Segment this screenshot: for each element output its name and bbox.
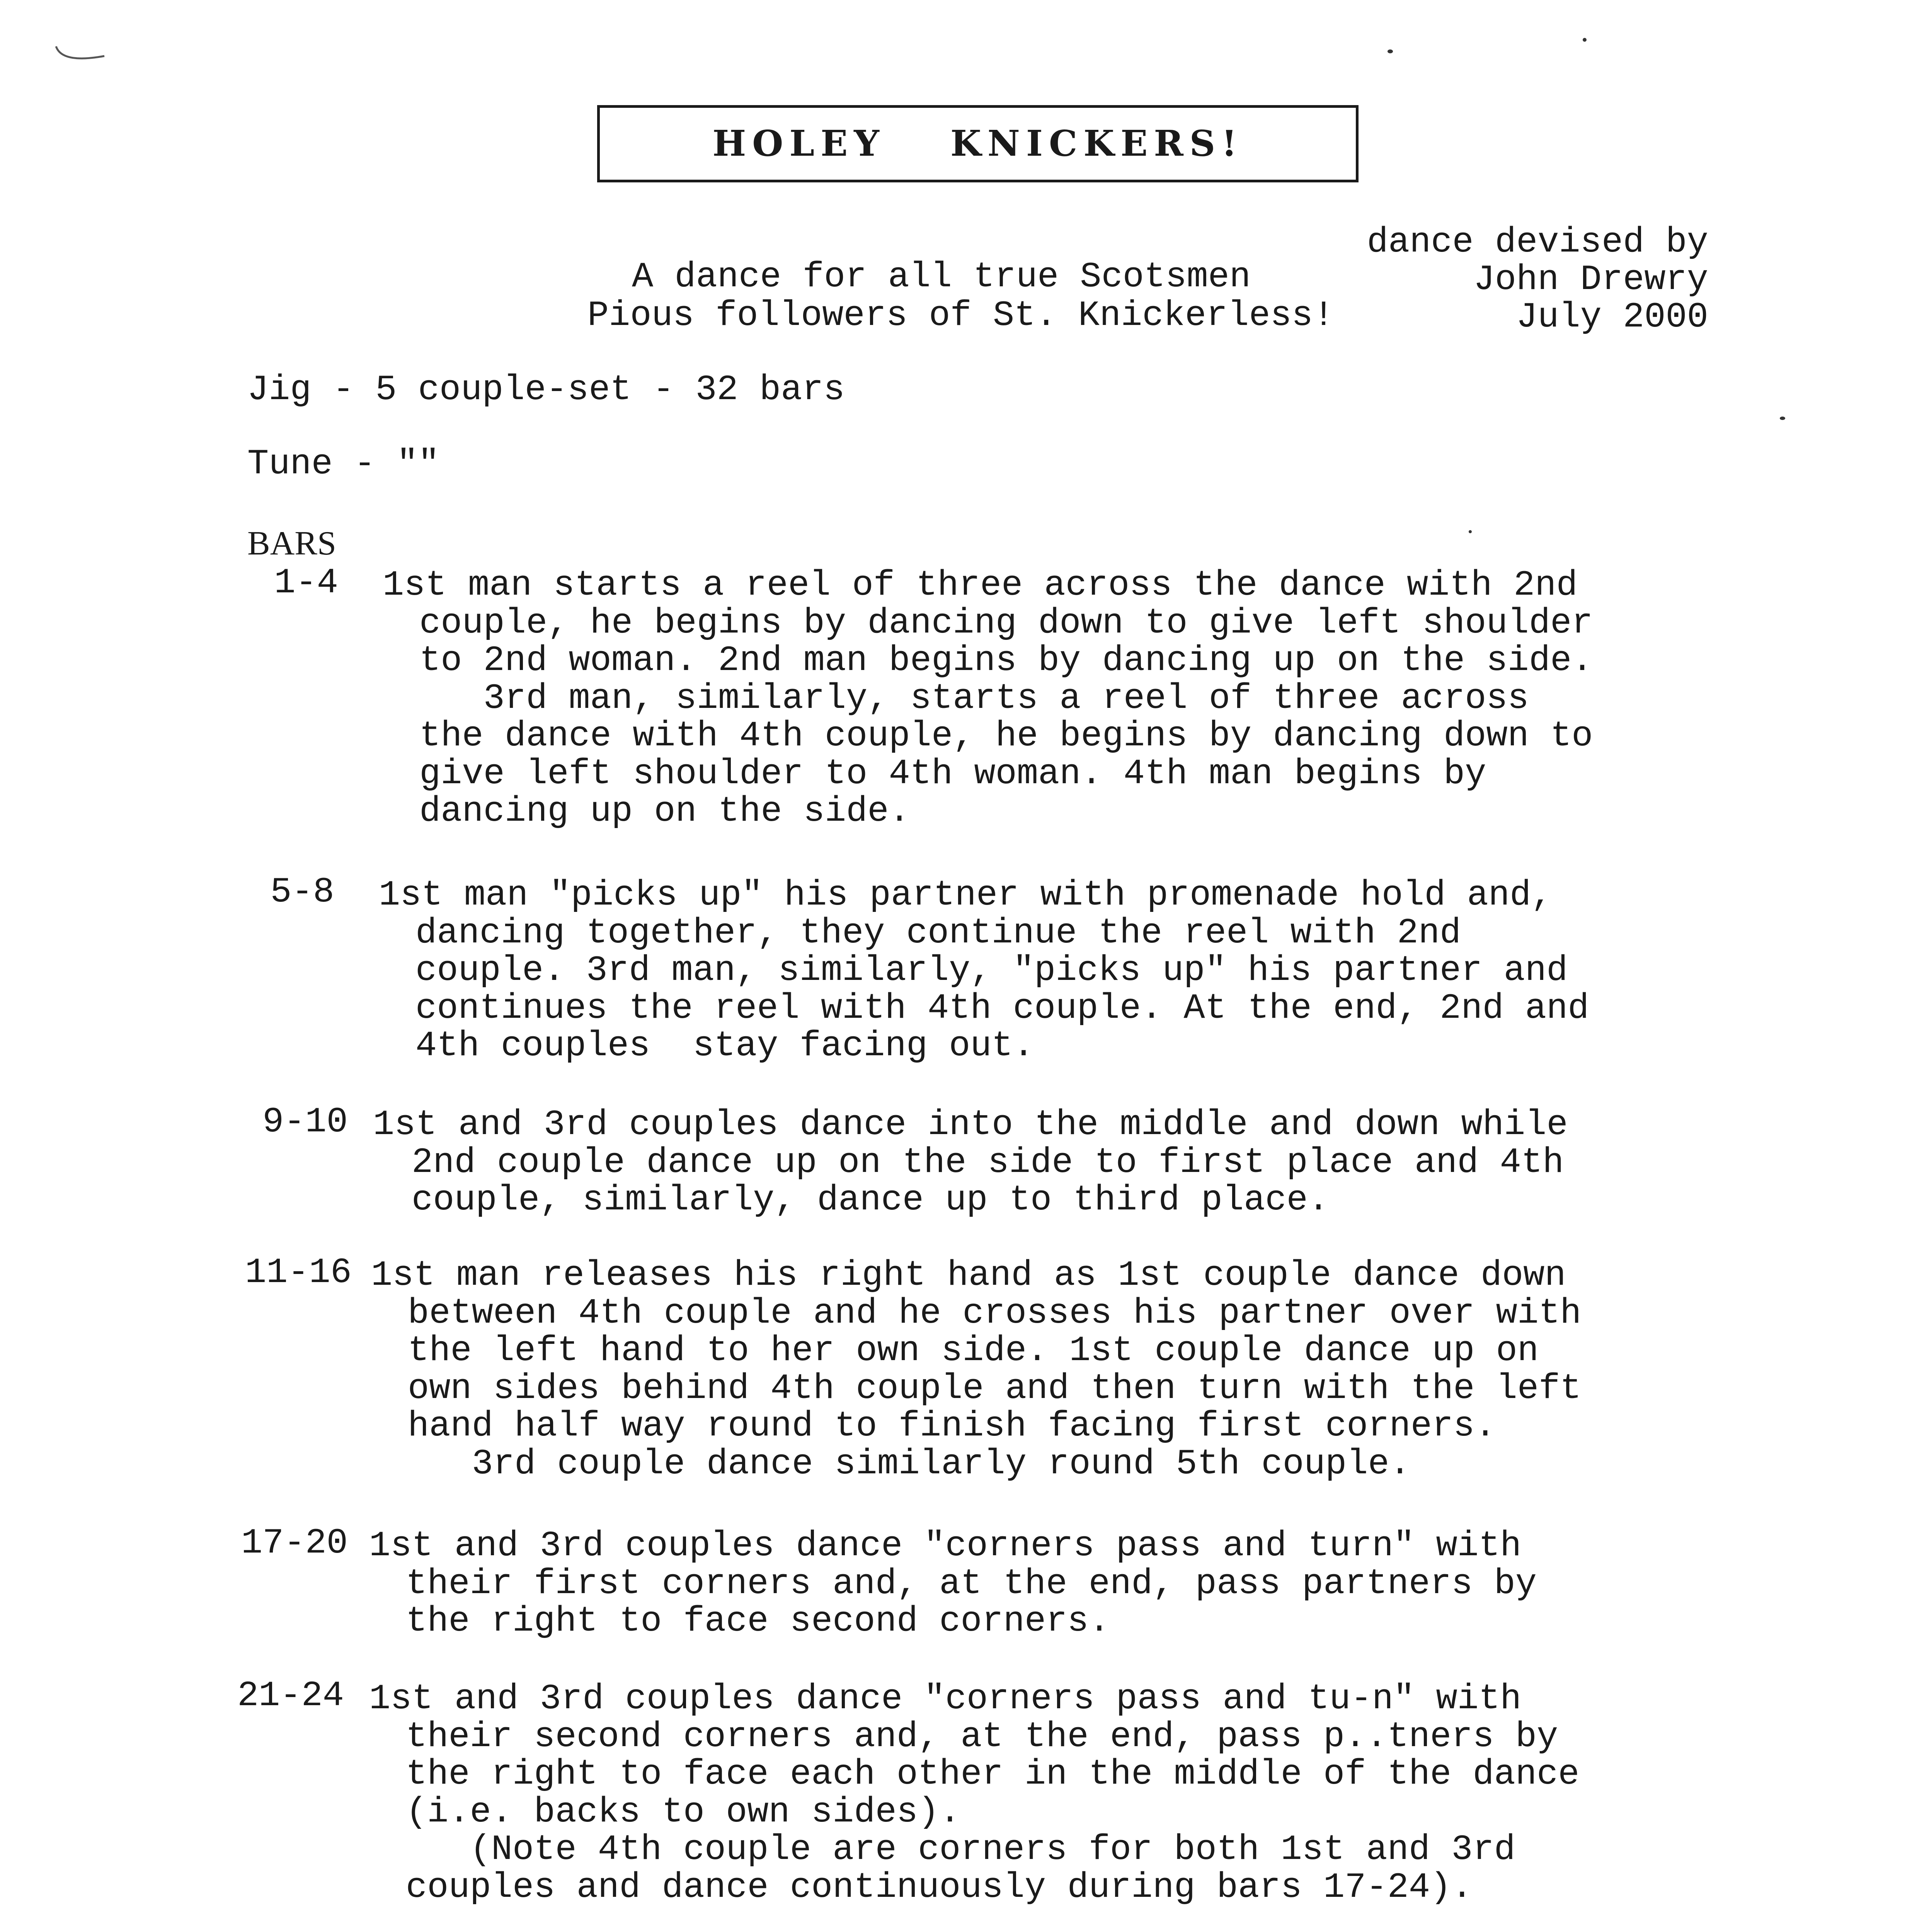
step-5-8 xyxy=(379,876,1589,1065)
scan-mark xyxy=(54,43,108,70)
step-bars-label: 17-20 xyxy=(241,1523,348,1563)
step-line: dancing together, they continue the reel with 2nd xyxy=(415,912,1461,953)
step-line: to 2nd woman. 2nd man begins by dancing up on the side. xyxy=(419,640,1593,681)
step-line: couple. 3rd man, similarly, "picks up" his partner and xyxy=(415,950,1568,991)
step-line: (Note 4th couple are corners for both 1st and 3rd xyxy=(406,1829,1515,1870)
credit-line-devised: dance devised by xyxy=(1367,222,1708,262)
step-line: 1st man releases his right hand as 1st couple dance down xyxy=(371,1255,1566,1296)
step-line: couple, he begins by dancing down to give left shoulder xyxy=(419,602,1593,643)
credit-author: John Drewry xyxy=(1473,259,1708,300)
subtitle-line-1: A dance for all true Scotsmen xyxy=(632,257,1251,297)
step-line: couple, similarly, dance up to third place. xyxy=(412,1180,1329,1221)
step-line: dancing up on the side. xyxy=(419,791,910,832)
step-17-20 xyxy=(369,1527,1537,1640)
scan-speck xyxy=(1583,38,1587,42)
step-line: couples and dance continuously during bars 17-24). xyxy=(406,1867,1473,1908)
scan-speck xyxy=(1388,49,1393,53)
step-line: their second corners and, at the end, pass p..tners by xyxy=(406,1716,1558,1757)
scan-speck xyxy=(1780,417,1785,420)
step-line: own sides behind 4th couple and then turn with the left xyxy=(408,1368,1582,1409)
step-line: (i.e. backs to own sides). xyxy=(406,1791,961,1832)
page-title: HOLEY KNICKERS! xyxy=(597,105,1359,182)
step-line: between 4th couple and he crosses his partner over with xyxy=(408,1293,1582,1333)
tune-line: Tune - "" xyxy=(247,444,439,484)
step-line: 4th couples stay facing out. xyxy=(415,1026,1035,1066)
dance-type: Jig - 5 couple-set - 32 bars xyxy=(247,369,845,410)
step-9-10 xyxy=(373,1106,1568,1219)
step-line: the right to face second corners. xyxy=(406,1601,1110,1642)
credit-date: July 2000 xyxy=(1516,297,1708,337)
step-bars-label: 1-4 xyxy=(274,563,338,603)
step-line: 2nd couple dance up on the side to first place and 4th xyxy=(412,1142,1564,1183)
step-1-4 xyxy=(383,566,1593,830)
step-line: hand half way round to finish facing first corners. xyxy=(408,1406,1496,1447)
step-bars-label: 21-24 xyxy=(237,1675,344,1716)
step-line: 1st and 3rd couples dance into the middle and down while xyxy=(373,1104,1568,1145)
step-bars-label: 11-16 xyxy=(245,1252,352,1293)
step-line: their first corners and, at the end, pass partners by xyxy=(406,1563,1537,1604)
step-bars-label: 9-10 xyxy=(262,1102,348,1142)
scan-speck xyxy=(1469,530,1472,533)
step-bars-label: 5-8 xyxy=(270,872,334,912)
step-line: the left hand to her own side. 1st couple dance up on xyxy=(408,1330,1539,1371)
step-line: 1st man starts a reel of three across the dance with 2nd xyxy=(383,565,1578,605)
step-11-16 xyxy=(371,1257,1582,1483)
step-line: give left shoulder to 4th woman. 4th man begins by xyxy=(419,753,1486,794)
step-line: 3rd man, similarly, starts a reel of three across xyxy=(419,678,1529,719)
bars-header: BARS xyxy=(247,525,336,562)
subtitle-line-2: Pious followers of St. Knickerless! xyxy=(587,295,1335,336)
step-21-24 xyxy=(369,1680,1580,1906)
step-line: the right to face each other in the middle of the dance xyxy=(406,1754,1580,1795)
step-line: continues the reel with 4th couple. At the end, 2nd and xyxy=(415,988,1589,1029)
step-line: 1st man "picks up" his partner with promenade hold and, xyxy=(379,875,1553,915)
step-line: 1st and 3rd couples dance "corners pass and turn" with xyxy=(369,1526,1522,1566)
step-line: 1st and 3rd couples dance "corners pass and tu-n" with xyxy=(369,1679,1522,1719)
step-line: 3rd couple dance similarly round 5th couple. xyxy=(408,1443,1411,1484)
step-line: the dance with 4th couple, he begins by dancing down to xyxy=(419,716,1593,757)
